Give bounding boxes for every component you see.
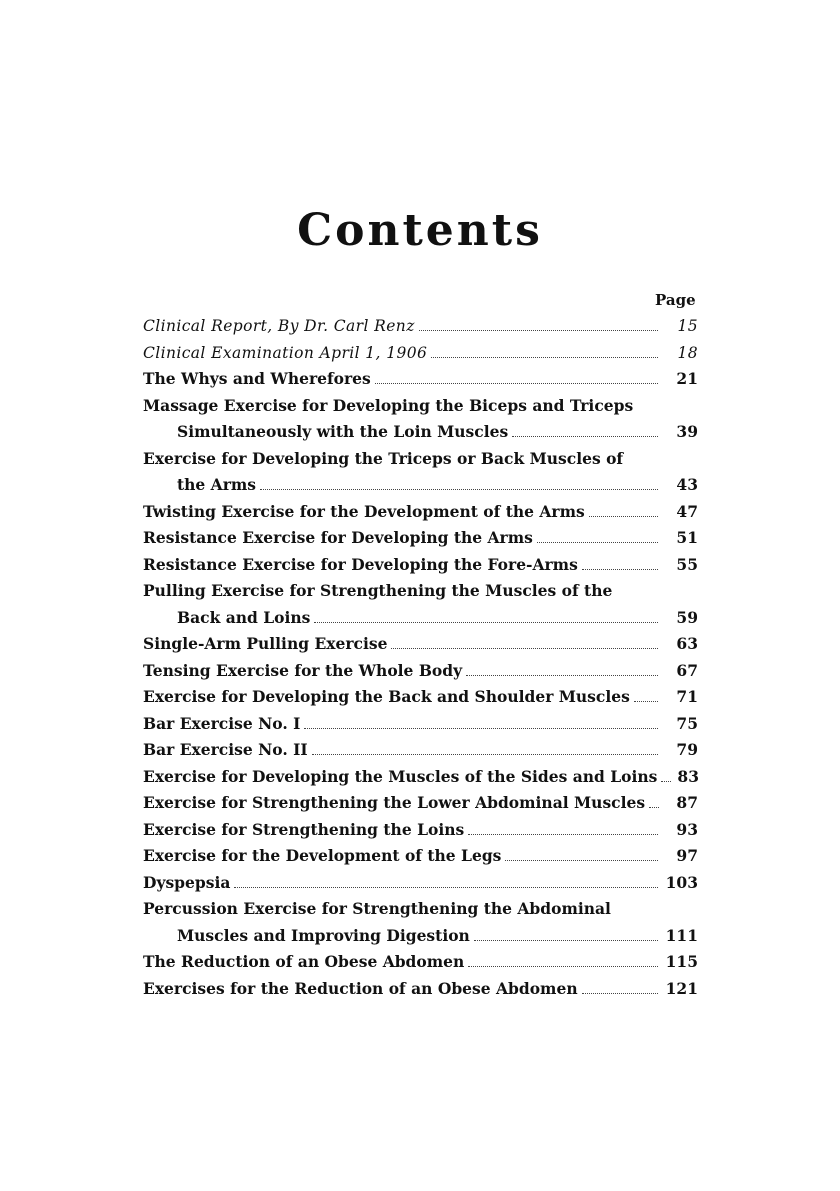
- toc-entry-row: [143, 552, 698, 579]
- toc-entry[interactable]: [143, 578, 698, 631]
- toc-entry-page: 55: [676, 554, 698, 574]
- toc-entry[interactable]: [143, 790, 698, 817]
- toc-entry-page: 39: [676, 422, 698, 441]
- toc-entry[interactable]: [143, 870, 698, 897]
- toc-entry-page: 75: [676, 713, 698, 733]
- toc-entry-title: Single-Arm Pulling Exercise: [143, 634, 388, 653]
- toc-entry-title-line: Exercise for Developing the Triceps or Back Muscles of: [143, 448, 624, 468]
- toc-entry-row: [143, 923, 698, 950]
- toc-entry-title: Clinical Examination April 1, 1906: [143, 343, 428, 362]
- toc-entry-title: Back and Loins: [177, 607, 311, 627]
- dot-leader: [634, 701, 658, 702]
- toc-entry[interactable]: [143, 393, 698, 446]
- dot-leader: [505, 860, 658, 861]
- toc-entry[interactable]: [143, 764, 698, 791]
- dot-leader: [260, 489, 658, 490]
- toc-entry-row: [143, 525, 698, 552]
- toc-entry-title: Twisting Exercise for the Development of the Arms: [143, 501, 585, 521]
- toc-entry-row: [143, 817, 698, 844]
- toc-entry-row: [143, 684, 698, 711]
- toc-entry-row: [143, 631, 698, 658]
- dot-leader: [649, 807, 659, 808]
- toc-entry-row: [143, 313, 698, 340]
- toc-entry[interactable]: [143, 711, 698, 738]
- toc-entry-row: [143, 472, 698, 499]
- toc-entry-row: [143, 340, 698, 367]
- dot-leader: [375, 383, 658, 384]
- toc-entry-page: 121: [665, 978, 698, 998]
- dot-leader: [474, 940, 658, 941]
- toc-entry-row: [143, 605, 698, 632]
- dot-leader: [468, 966, 658, 967]
- toc-entry-title: Clinical Report, By Dr. Carl Renz: [143, 317, 415, 335]
- toc-entry-page: 93: [676, 819, 698, 839]
- toc-entry[interactable]: [143, 817, 698, 844]
- page-title: Contents: [297, 205, 543, 256]
- table-of-contents: [143, 313, 698, 1002]
- toc-entry-page: 47: [676, 501, 698, 521]
- toc-entry[interactable]: [143, 631, 698, 658]
- dot-leader: [537, 542, 658, 543]
- toc-entry-title: Bar Exercise No. II: [143, 740, 308, 759]
- toc-entry-page: 103: [665, 872, 698, 892]
- toc-entry-row: [143, 419, 698, 446]
- toc-entry-title: Resistance Exercise for Developing the Fore-Arms: [143, 554, 578, 574]
- toc-entry-title-line: Massage Exercise for Developing the Biceps and Triceps: [143, 395, 634, 415]
- toc-entry-row: [143, 976, 698, 1003]
- dot-leader: [314, 622, 658, 623]
- toc-entry[interactable]: [143, 313, 698, 340]
- toc-entry[interactable]: [143, 446, 698, 499]
- toc-entry-page: 63: [676, 634, 698, 653]
- toc-entry-row: [143, 366, 698, 393]
- toc-entry-page: 15: [677, 317, 698, 335]
- dot-leader: [466, 675, 658, 676]
- toc-entry[interactable]: [143, 976, 698, 1003]
- toc-entry[interactable]: [143, 366, 698, 393]
- dot-leader: [589, 516, 658, 517]
- dot-leader: [304, 728, 658, 729]
- dot-leader: [661, 781, 671, 782]
- toc-entry[interactable]: [143, 843, 698, 870]
- toc-entry-page: 18: [677, 343, 698, 362]
- toc-entry-title: Muscles and Improving Digestion: [177, 925, 470, 945]
- toc-entry-title: Tensing Exercise for the Whole Body: [143, 660, 463, 680]
- dot-leader: [234, 887, 658, 888]
- toc-entry-title-line: Percussion Exercise for Strengthening the Abdominal: [143, 899, 611, 918]
- dot-leader: [582, 993, 658, 994]
- toc-entry-title: The Whys and Wherefores: [143, 369, 371, 388]
- toc-entry-title: Simultaneously with the Loin Muscles: [177, 422, 509, 441]
- toc-entry-row: [143, 843, 698, 870]
- toc-entry-page: 111: [665, 925, 698, 945]
- toc-entry-title: The Reduction of an Obese Abdomen: [143, 952, 465, 971]
- toc-entry-row: [143, 499, 698, 526]
- toc-entry-page: 71: [676, 687, 698, 706]
- toc-entry[interactable]: [143, 896, 698, 949]
- toc-entry[interactable]: [143, 340, 698, 367]
- toc-entry-title: Bar Exercise No. I: [143, 713, 301, 733]
- toc-entry[interactable]: [143, 525, 698, 552]
- toc-entry[interactable]: [143, 499, 698, 526]
- toc-entry-page: 67: [676, 660, 698, 680]
- dot-leader: [419, 330, 658, 331]
- dot-leader: [391, 648, 658, 649]
- toc-entry-page: 79: [676, 740, 698, 759]
- toc-entry-title: Exercise for Developing the Muscles of the Sides and Loins: [143, 766, 658, 786]
- toc-entry[interactable]: [143, 737, 698, 764]
- toc-entry-title: the Arms: [177, 475, 257, 494]
- toc-entry-title: Exercise for Developing the Back and Shoulder Muscles: [143, 687, 630, 706]
- toc-entry-row: [143, 711, 698, 738]
- toc-entry-page: 115: [665, 952, 698, 971]
- page-column-label: Page: [655, 291, 696, 309]
- dot-leader: [468, 834, 658, 835]
- toc-entry[interactable]: [143, 949, 698, 976]
- toc-entry-page: 51: [676, 528, 698, 547]
- toc-entry-title: Exercises for the Reduction of an Obese Abdomen: [143, 978, 578, 998]
- toc-entry[interactable]: [143, 684, 698, 711]
- toc-entry-page: 83: [677, 766, 699, 786]
- toc-entry-page: 97: [676, 846, 698, 865]
- toc-entry-page: 21: [676, 369, 698, 388]
- toc-entry[interactable]: [143, 658, 698, 685]
- dot-leader: [312, 754, 658, 755]
- dot-leader: [512, 436, 658, 437]
- toc-entry-row: [143, 764, 698, 791]
- toc-entry-page: 59: [676, 607, 698, 627]
- toc-entry-row: [143, 870, 698, 897]
- toc-entry[interactable]: [143, 552, 698, 579]
- dot-leader: [582, 569, 658, 570]
- toc-entry-title: Resistance Exercise for Developing the Arms: [143, 528, 533, 547]
- toc-entry-title: Dyspepsia: [143, 872, 231, 892]
- toc-entry-row: [143, 658, 698, 685]
- toc-entry-title: Exercise for Strengthening the Lower Abdominal Muscles: [143, 793, 646, 812]
- toc-entry-page: 87: [676, 793, 698, 812]
- toc-entry-title: Exercise for Strengthening the Loins: [143, 819, 465, 839]
- toc-entry-title: Exercise for the Development of the Legs: [143, 846, 502, 865]
- dot-leader: [431, 357, 658, 358]
- toc-entry-row: [143, 737, 698, 764]
- toc-entry-title-line: Pulling Exercise for Strengthening the Muscles of the: [143, 581, 613, 600]
- toc-entry-page: 43: [676, 475, 698, 494]
- toc-entry-row: [143, 949, 698, 976]
- toc-entry-row: [143, 790, 698, 817]
